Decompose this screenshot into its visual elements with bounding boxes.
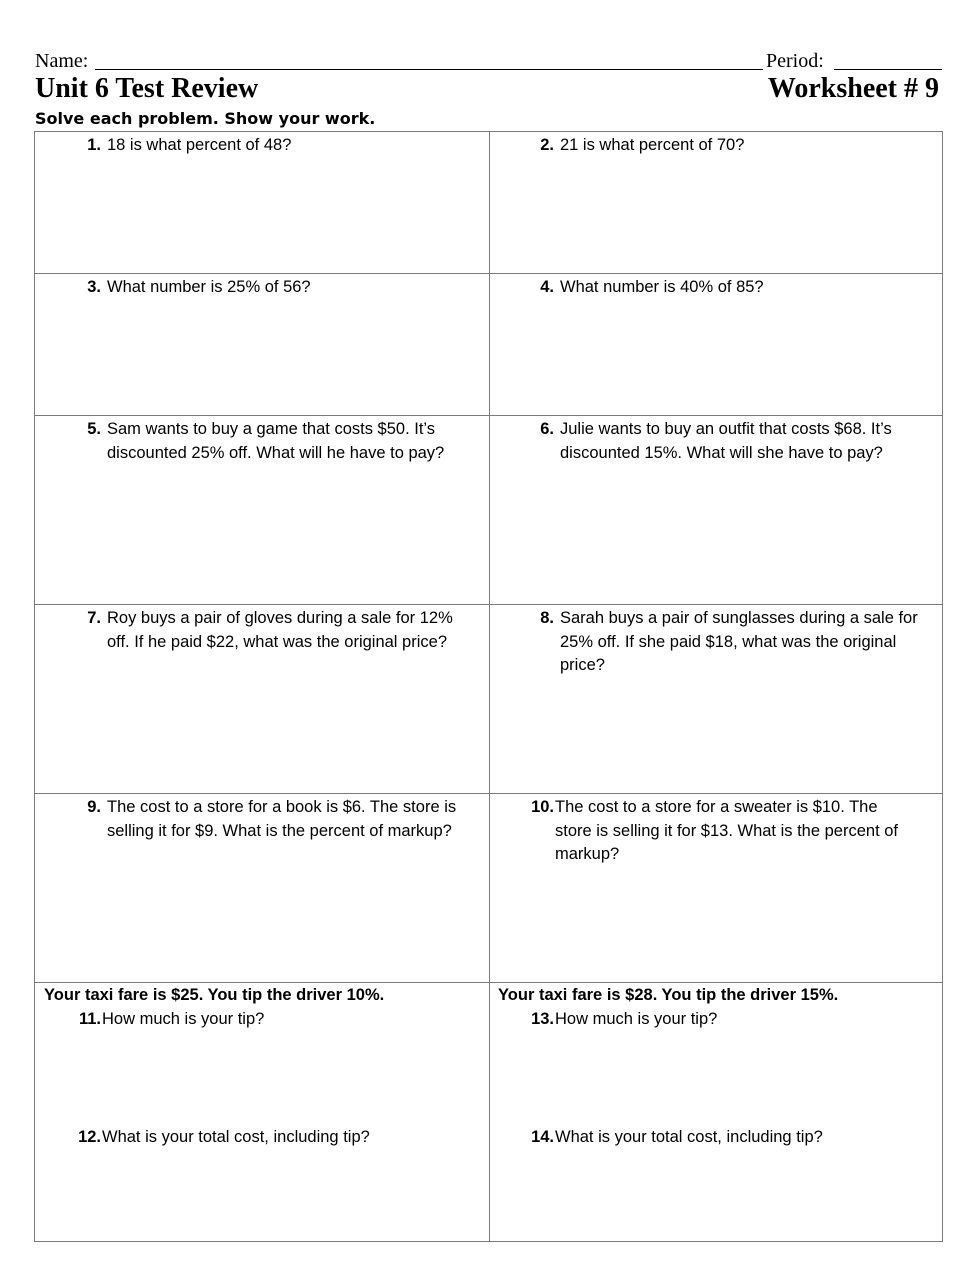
problem-number: 10.: [531, 798, 554, 816]
problem-number: 13.: [531, 1010, 554, 1028]
period-blank[interactable]: [834, 69, 942, 70]
name-period-line: [35, 46, 943, 72]
problem-text-line-3: markup?: [555, 845, 620, 863]
page-title: Unit 6 Test Review: [35, 73, 259, 104]
problem-number: 12.: [78, 1128, 101, 1146]
problem-text: 21 is what percent of 70?: [560, 136, 745, 154]
problem-text-line-1: Sarah buys a pair of sunglasses during a sale for: [560, 609, 918, 627]
problem-text-line-1: The cost to a store for a sweater is $10. The: [555, 798, 878, 816]
worksheet-number: Worksheet # 9: [767, 73, 939, 104]
problem-text-line-2: 25% off. If she paid $18, what was the original: [560, 632, 897, 651]
problem-number: 14.: [531, 1128, 554, 1146]
row-divider: [35, 982, 942, 983]
problem-text: How much is your tip?: [102, 1010, 265, 1028]
row-divider: [35, 415, 942, 416]
problem-text-line-1: Sam wants to buy a game that costs $50. It’s: [107, 420, 436, 438]
problem-text-line-2: discounted 15%. What will she have to pay?: [560, 443, 883, 462]
problem-number: 8.: [540, 609, 554, 627]
problem-number: 5.: [87, 420, 101, 438]
problem-number: 4.: [540, 278, 554, 296]
problem-text: What is your total cost, including tip?: [555, 1128, 823, 1146]
problem-text: What is your total cost, including tip?: [102, 1128, 370, 1146]
problem-text-line-2: store is selling it for $13. What is the percent of: [555, 821, 898, 840]
problem-text-line-2: off. If he paid $22, what was the original price?: [107, 632, 447, 651]
problem-number: 3.: [87, 278, 101, 296]
period-label: Period:: [766, 50, 824, 72]
row-divider: [35, 604, 942, 605]
problem-number: 1.: [87, 136, 101, 154]
problem-text-line-2: discounted 25% off. What will he have to pay?: [107, 443, 445, 462]
problem-text: How much is your tip?: [555, 1010, 718, 1028]
instructions: Solve each problem. Show your work.: [35, 109, 376, 128]
problem-number: 6.: [540, 420, 554, 438]
problem-text-line-1: Julie wants to buy an outfit that costs $68. It’s: [560, 420, 892, 438]
problem-text: 18 is what percent of 48?: [107, 136, 292, 154]
problem-text-line-3: price?: [560, 656, 605, 674]
problem-text: What number is 40% of 85?: [560, 278, 764, 296]
name-blank[interactable]: [95, 69, 763, 70]
problem-text-line-1: The cost to a store for a book is $6. The store is: [107, 798, 457, 816]
row-divider: [35, 793, 942, 794]
problem-number: 7.: [87, 609, 101, 627]
taxi-prompt-left: Your taxi fare is $25. You tip the driver 10%.: [44, 986, 385, 1004]
problem-number: 11.: [78, 1010, 101, 1028]
taxi-prompt-right: Your taxi fare is $28. You tip the driver 15%.: [498, 986, 839, 1004]
problem-text-line-1: Roy buys a pair of gloves during a sale for 12%: [107, 609, 453, 627]
row-divider: [35, 273, 942, 274]
problem-grid: [34, 131, 943, 1242]
problem-number: 9.: [87, 798, 101, 816]
column-divider: [489, 132, 490, 1241]
problem-text: What number is 25% of 56?: [107, 278, 311, 296]
name-label: Name:: [35, 50, 89, 72]
problem-number: 2.: [540, 136, 554, 154]
problem-text-line-2: selling it for $9. What is the percent of markup?: [107, 821, 452, 840]
